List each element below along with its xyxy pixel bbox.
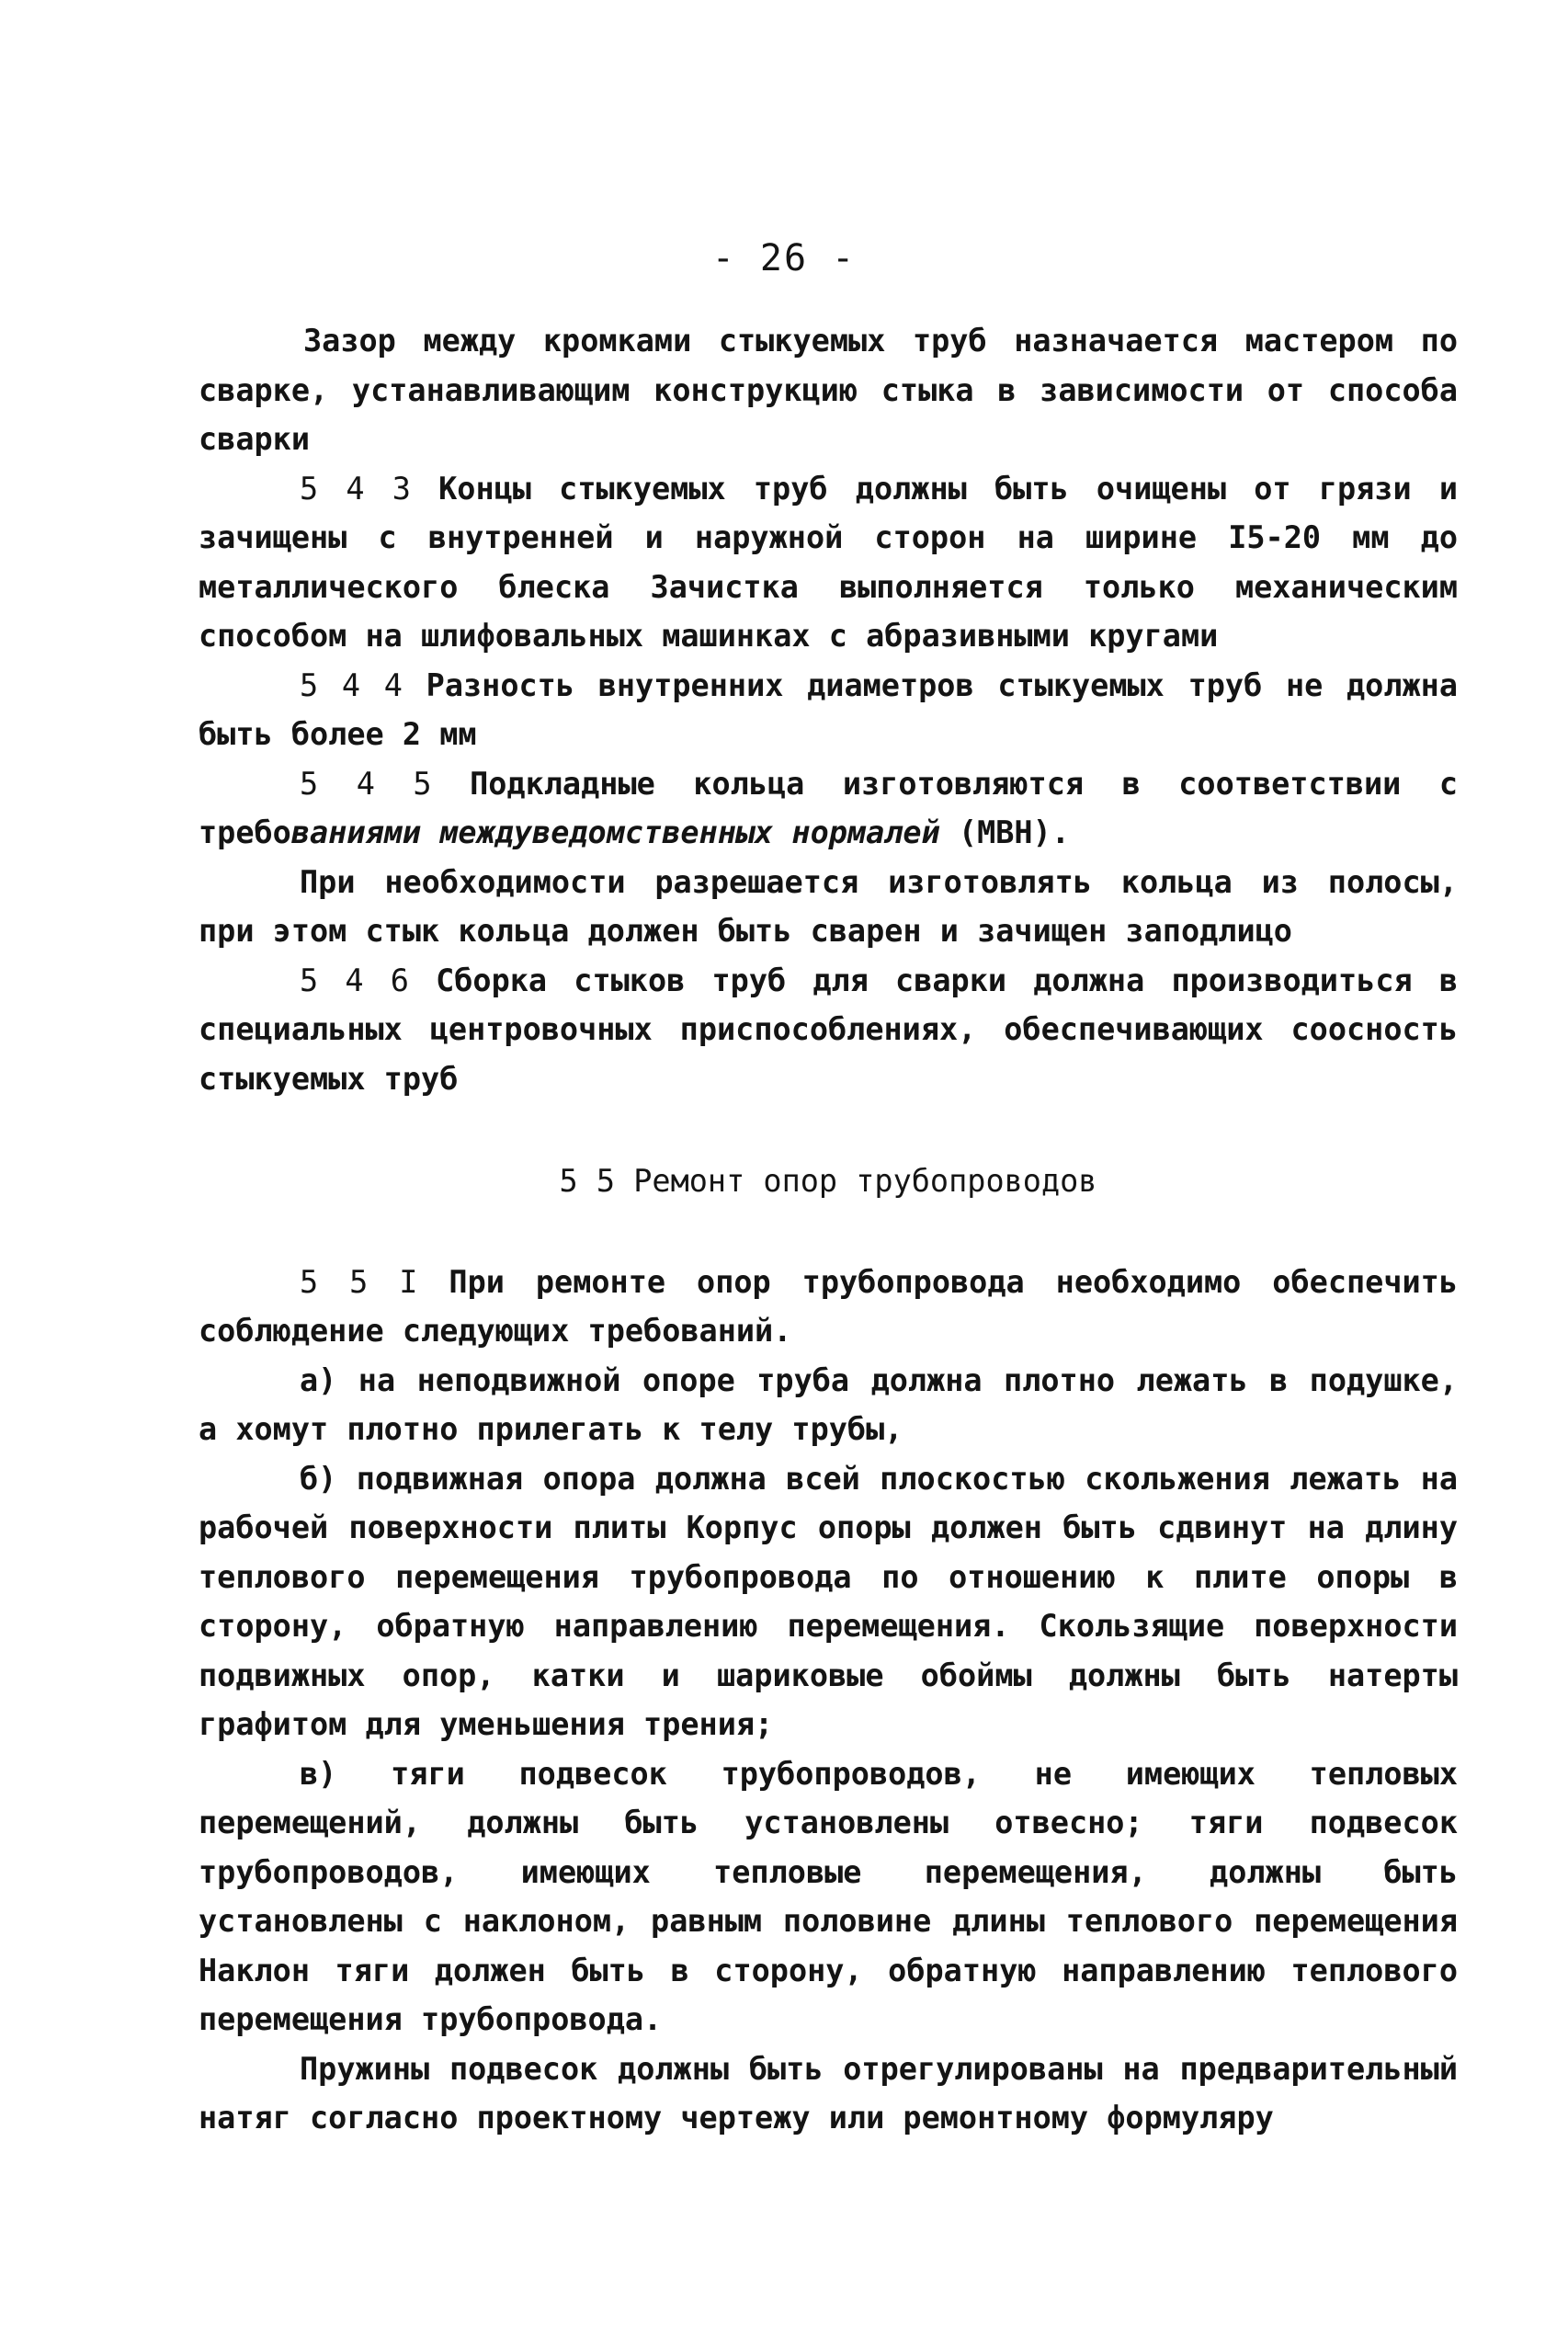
clause-5-5-1 bbox=[199, 1258, 1458, 1356]
clause-text: При ремонте опор трубопровода необходимо обеспечить соблюдение следующих требований. bbox=[199, 1263, 1458, 1349]
section-title: Ремонт опор трубопроводов bbox=[633, 1163, 1097, 1199]
list-item-v: в) тяги подвесок трубопроводов, не имеющих тепловых перемещений, должны быть установлены отвесно; тяги подвесок трубопроводов, имеющих тепловые перемещения, должны быть установлены с наклоном, равным половине длины теплового перемещения Наклон тяги должен быть в сторону, обратную направлению теплового перемещения трубопровода. bbox=[199, 1755, 1458, 2037]
section-heading-5-5 bbox=[199, 1156, 1458, 1206]
page-number: - 26 - bbox=[711, 237, 857, 279]
clause-text: Разность внутренних диаметров стыкуемых труб не должна быть более 2 мм bbox=[199, 666, 1459, 752]
clause-number: 5 4 3 bbox=[300, 470, 411, 507]
paragraph-springs: Пружины подвесок должны быть отрегулированы на предварительный натяг согласно проектному чертежу или ремонтному формуляру bbox=[199, 2050, 1458, 2136]
clause-text: Концы стыкуемых труб должны быть очищены от грязи и зачищены с внутренней и наружной сторон на ширине I5-20 мм до металлического блеска Зачистка выполняется только механическим способом на шлифовальных машинках с абразивными кругами bbox=[199, 470, 1459, 654]
clause-text-italic: ваниями междуведомственных нормалей bbox=[290, 814, 940, 850]
clause-text: Подкладные кольца изготовляются в соответствии с требо bbox=[199, 765, 1458, 850]
clause-5-4-3 bbox=[199, 464, 1458, 661]
list-item-b: б) подвижная опора должна всей плоскостью скольжения лежать на рабочей поверхности плиты Корпус опоры должен быть сдвинут на длину теплового перемещения трубопровода по отношению к плите опоры в сторону, обратную направлению перемещения. Скользящие поверхности подвижных опор, катки и шариковые обоймы должны быть натерты графитом для уменьшения трения; bbox=[199, 1460, 1458, 1742]
paragraph-weld-gap: Зазор между кромками стыкуемых труб назначается мастером по сварке, устанавливающим конструкцию стыка в зависимости от способа сварки bbox=[199, 323, 1458, 457]
section-number: 5 5 bbox=[559, 1163, 616, 1199]
clause-5-4-4 bbox=[199, 661, 1458, 759]
clause-text: Сборка стыков труб для сварки должна производиться в специальных центровочных приспособлениях, обеспечивающих соосность стыкуемых труб bbox=[199, 962, 1459, 1097]
list-item-a: а) на неподвижной опоре труба должна плотно лежать в подушке, а хомут плотно прилегать к телу трубы, bbox=[199, 1361, 1458, 1447]
clause-number: 5 4 5 bbox=[300, 765, 432, 802]
clause-text-abbrev: (МВН). bbox=[958, 814, 1070, 850]
clause-number: 5 4 4 bbox=[300, 666, 403, 703]
clause-number: 5 4 6 bbox=[300, 962, 409, 998]
paragraph-ring-strip: При необходимости разрешается изготовлять кольца из полосы, при этом стык кольца должен быть сварен и зачищен заподлицо bbox=[199, 863, 1458, 949]
clause-5-4-5 bbox=[199, 759, 1458, 858]
clause-5-4-6 bbox=[199, 956, 1458, 1104]
document-body bbox=[199, 316, 1458, 2143]
clause-number: 5 5 I bbox=[300, 1263, 418, 1300]
